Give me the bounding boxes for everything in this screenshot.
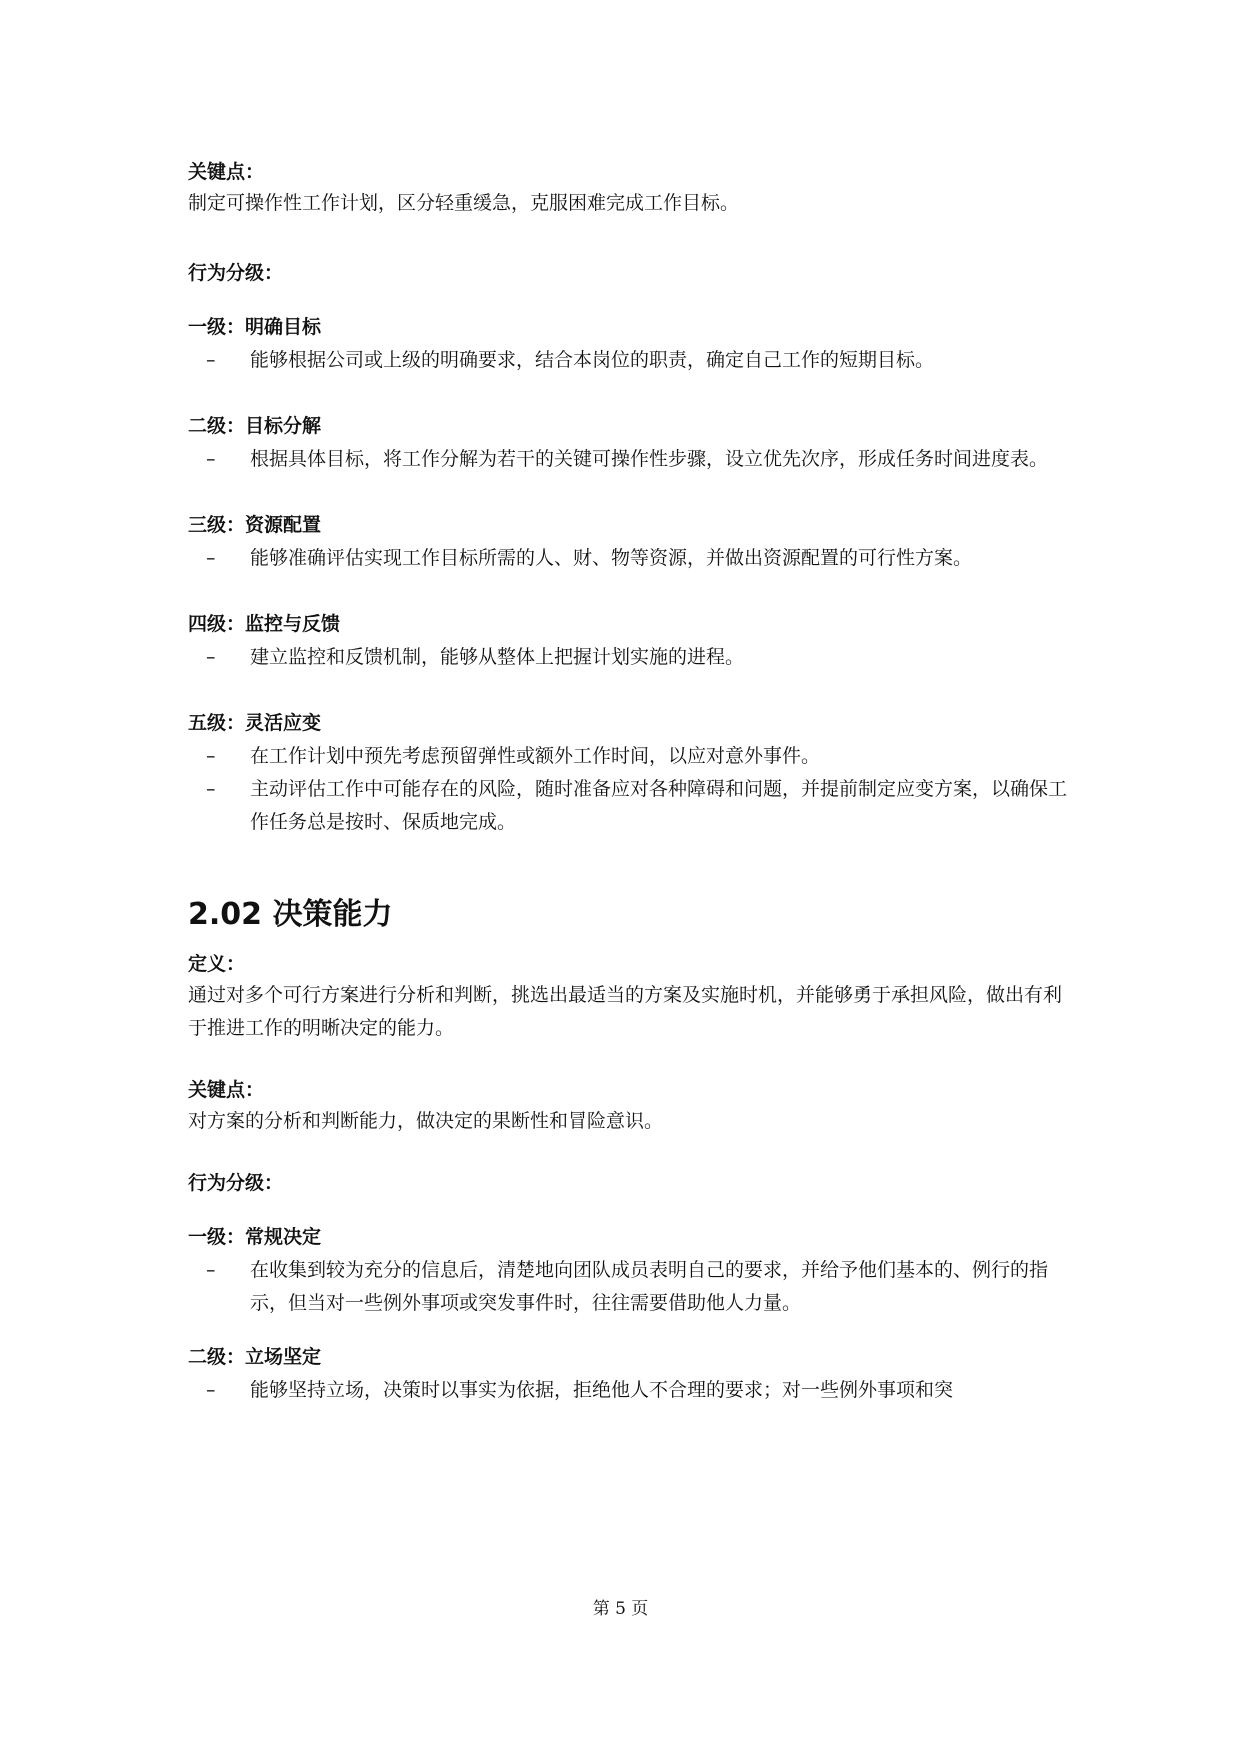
level-items (188, 344, 1068, 377)
bullet-dash: – (206, 547, 216, 569)
section-title: 2.02 决策能力 (188, 897, 393, 932)
level-items (188, 740, 1068, 839)
definition-text: 通过对多个可行方案进行分析和判断，挑选出最适当的方案及实施时机，并能够勇于承担风险，做出有利于推进工作的明晰决定的能力。 (188, 984, 1063, 1039)
behavior-levels-label: 行为分级： (188, 262, 284, 284)
behavior-levels-list (188, 1222, 1068, 1407)
level-title: 二级：立场坚定 (188, 1346, 322, 1368)
level-title: 一级：明确目标 (188, 316, 322, 338)
list-item (188, 443, 1068, 476)
list-item-text: 建立监控和反馈机制，能够从整体上把握计划实施的进程。 (250, 646, 745, 668)
list-item (188, 773, 1068, 839)
list-item (188, 1254, 1068, 1320)
behavior-levels-label: 行为分级： (188, 1172, 284, 1194)
list-item-text: 根据具体目标，将工作分解为若干的关键可操作性步骤，设立优先次序，形成任务时间进度表。 (250, 448, 1049, 470)
definition-label: 定义： (188, 953, 246, 975)
bullet-dash: – (206, 745, 216, 767)
level-items (188, 1254, 1068, 1320)
list-item (188, 740, 1068, 773)
level-items (188, 1374, 1068, 1407)
key-points-label: 关键点： (188, 1079, 265, 1101)
level-title: 三级：资源配置 (188, 514, 322, 536)
bullet-dash: – (206, 448, 216, 470)
level-items (188, 542, 1068, 575)
level-items (188, 641, 1068, 674)
level-block (188, 312, 1068, 377)
level-block (188, 1342, 1068, 1407)
key-points-text: 对方案的分析和判断能力，做决定的果断性和冒险意识。 (188, 1110, 664, 1132)
list-item-text: 能够根据公司或上级的明确要求，结合本岗位的职责，确定自己工作的短期目标。 (250, 349, 935, 371)
level-title: 一级：常规决定 (188, 1226, 322, 1248)
level-title: 二级：目标分解 (188, 415, 322, 437)
list-item-text: 在收集到较为充分的信息后，清楚地向团队成员表明自己的要求，并给予他们基本的、例行的指示，但当对一些例外事项或突发事件时，往往需要借助他人力量。 (250, 1259, 1049, 1314)
bullet-dash: – (206, 646, 216, 668)
bullet-dash: – (206, 1379, 216, 1401)
page-number: 第 5 页 (592, 1599, 649, 1619)
level-title: 四级：监控与反馈 (188, 613, 341, 635)
list-item-text: 主动评估工作中可能存在的风险，随时准备应对各种障碍和问题，并提前制定应变方案，以确保工作任务总是按时、保质地完成。 (250, 778, 1068, 833)
list-item (188, 542, 1068, 575)
list-item (188, 1374, 1068, 1407)
list-item-text: 能够准确评估实现工作目标所需的人、财、物等资源，并做出资源配置的可行性方案。 (250, 547, 973, 569)
list-item (188, 641, 1068, 674)
key-points-label: 关键点： (188, 161, 265, 183)
page-content (188, 157, 1068, 1407)
bullet-dash: – (206, 1259, 216, 1281)
level-block (188, 1222, 1068, 1320)
bullet-dash: – (206, 778, 216, 800)
bullet-dash: – (206, 349, 216, 371)
level-block (188, 411, 1068, 476)
level-block (188, 609, 1068, 674)
list-item (188, 344, 1068, 377)
level-block (188, 510, 1068, 575)
level-block (188, 708, 1068, 839)
level-items (188, 443, 1068, 476)
level-title: 五级：灵活应变 (188, 712, 322, 734)
behavior-levels-list (188, 312, 1068, 839)
list-item-text: 在工作计划中预先考虑预留弹性或额外工作时间，以应对意外事件。 (250, 745, 821, 767)
key-points-text: 制定可操作性工作计划，区分轻重缓急，克服困难完成工作目标。 (188, 192, 740, 214)
list-item-text: 能够坚持立场，决策时以事实为依据，拒绝他人不合理的要求；对一些例外事项和突 (250, 1379, 954, 1401)
